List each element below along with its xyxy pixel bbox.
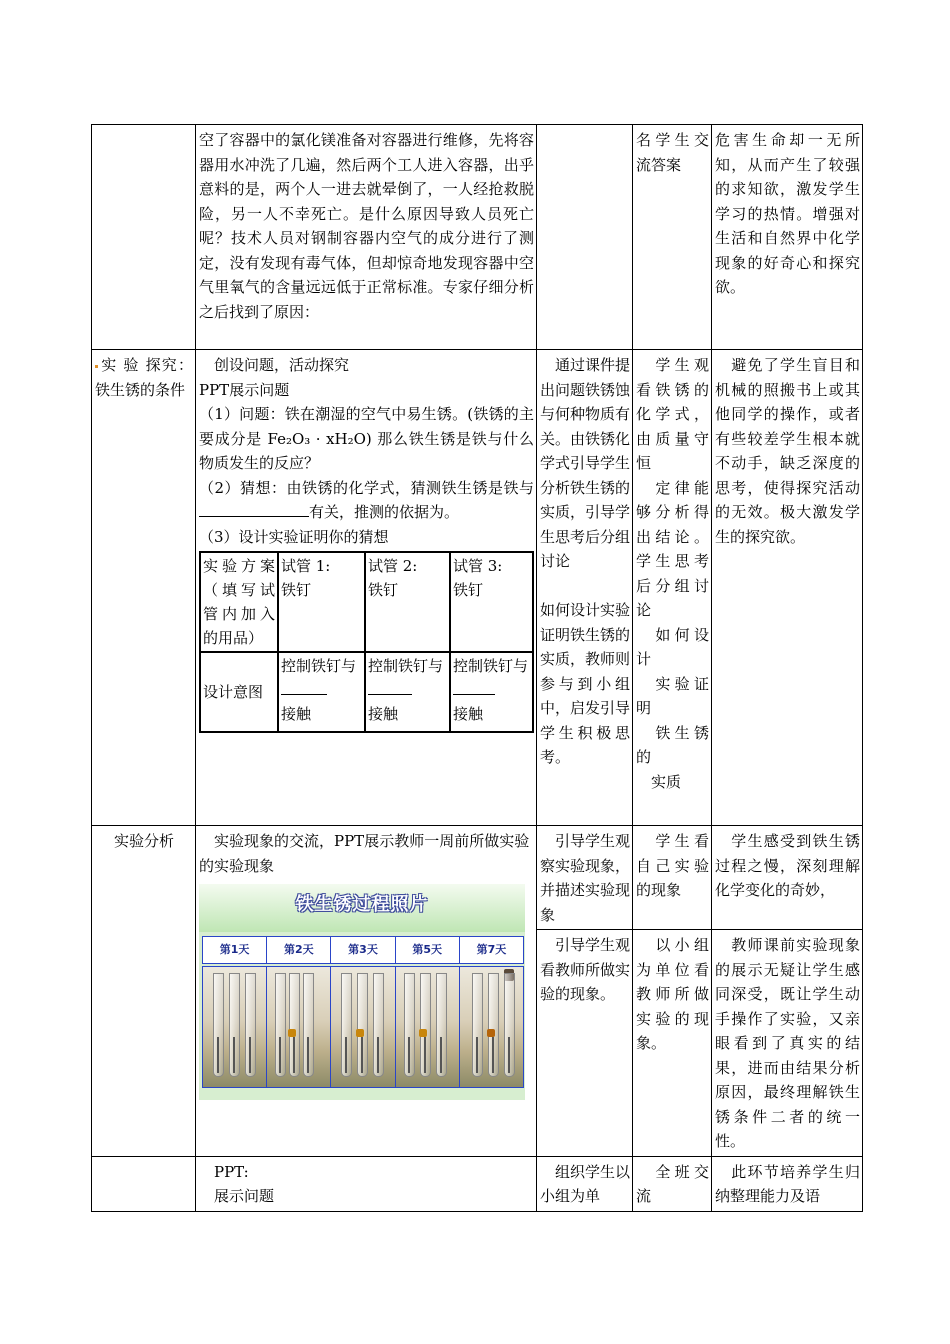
ppt-label: PPT展示问题 — [199, 380, 290, 399]
design-intent-cell: 学生感受到铁生锈过程之慢，深刻理解化学变化的奇妙， — [712, 826, 863, 930]
experiment-table — [199, 551, 534, 733]
plan-header-cell: 实验方案（填写试管内加入的用品） — [200, 552, 278, 652]
teacher-activity-cell — [537, 125, 633, 350]
intent-cell-3: 控制铁钉与 接触 — [450, 652, 533, 732]
day-labels — [202, 936, 524, 964]
test-tube-photo — [460, 967, 523, 1087]
answer-blank[interactable] — [453, 678, 495, 695]
test-tube-photo — [203, 967, 267, 1087]
table-row — [92, 1156, 863, 1211]
design-intent-cell: 教师课前实验现象的展示无疑让学生感同深受，既让学生动手操作了实验，又亲眼看到了真实的结果，进而由结果分析原因，最终理解铁生锈条件二者的统一性。 — [712, 930, 863, 1157]
student-activity-cell: 名学生交流答案 — [633, 125, 712, 350]
student-activity-cell: 以小组为单位看教师所做实验的现象。 — [633, 930, 712, 1157]
intent-cell-2: 控制铁钉与 接触 — [365, 652, 450, 732]
teacher-activity-cell: 引导学生观察实验现象，并描述实验现象 — [537, 826, 633, 930]
table-row — [92, 125, 863, 350]
design-intent-cell: 避免了学生盲目和机械的照搬书上或其他同学的操作，或者有些较差学生根本就不动手，缺乏深度的思考，使得探究活动的无效。极大激发学生的探究欲。 — [712, 350, 863, 826]
teacher-activity-cell: 通过课件提出问题铁锈蚀与何种物质有关。由铁锈化学式引导学生分析铁生锈的实质，引导学生思考后分组讨论 如何设计实验证明铁生锈的实质，教师则参与到小组中，启发引导学生积极思考。 — [537, 350, 633, 826]
test-tube-photo — [331, 967, 395, 1087]
day-label: 第1天 — [203, 937, 267, 963]
content-cell — [196, 350, 537, 826]
design-intent-cell: 危害生命却一无所知，从而产生了较强的求知欲，激发学生学习的热情。增强对生活和自然界中化学现象的好奇心和探究欲。 — [712, 125, 863, 350]
question-text: （1）问题：铁在潮湿的空气中易生锈。(铁锈的主要成分是 Fe₂O₃ · xH₂O) 那么铁生锈是铁与什么物质发生的反应？ — [199, 405, 534, 472]
table-row — [92, 826, 863, 930]
stage-cell — [92, 125, 196, 350]
teacher-activity-cell: 引导学生观看教师所做实验的现象。 — [537, 930, 633, 1157]
slide-banner — [199, 884, 525, 932]
rusting-photo-slide — [199, 884, 525, 1100]
student-activity-cell: 学生观看铁锈的化学式，由质量守恒 定律能够分析得出结论。学生思考后分组讨论 如何设计 实验证明 铁生锈的 实质 — [633, 350, 712, 826]
tube-2-cell: 试管 2: 铁钉 — [365, 552, 450, 652]
stage-cell: 实验分析 — [92, 826, 196, 1157]
answer-blank[interactable] — [368, 678, 412, 695]
day-label: 第2天 — [267, 937, 331, 963]
section-heading: 创设问题，活动探究 — [199, 356, 350, 374]
answer-blank[interactable] — [199, 500, 309, 517]
stage-cell — [92, 1156, 196, 1211]
stage-cell: 实 验 探究：铁生锈的条件 — [92, 350, 196, 826]
design-prompt: （3）设计实验证明你的猜想 — [199, 527, 389, 546]
phenomenon-text: 实验现象的交流，PPT展示教师一周前所做实验的实验现象 — [199, 832, 530, 875]
slide-title: 铁生锈过程照片 — [295, 894, 429, 915]
day-label: 第3天 — [331, 937, 395, 963]
intent-header-cell: 设计意图 — [200, 652, 278, 732]
content-cell: 空了容器中的氯化镁准备对容器进行维修，先将容器用水冲洗了几遍，然后两个工人进入容器，出乎意料的是，两个人一进去就晕倒了，一人经抢救脱险，另一人不幸死亡。是什么原因导致人员死亡呢？技术人员对钢制容器内空气的成分进行了测定，没有发现有毒气体，但却惊奇地发现容器中空气里氧气的含量远远低于正常标准。专家仔细分析之后找到了原因： — [196, 125, 537, 350]
table-row — [92, 350, 863, 826]
tube-3-cell: 试管 3: 铁钉 — [450, 552, 533, 652]
answer-blank[interactable] — [281, 678, 327, 695]
content-cell: PPT: 展示问题 — [196, 1156, 537, 1211]
design-intent-cell: 此环节培养学生归纳整理能力及语 — [712, 1156, 863, 1211]
test-tube-photo — [396, 967, 460, 1087]
student-activity-cell: 学生看自己实验的现象 — [633, 826, 712, 930]
teacher-activity-cell: 组织学生以小组为单 — [537, 1156, 633, 1211]
content-cell — [196, 826, 537, 1157]
tube-1-cell: 试管 1: 铁钉 — [278, 552, 365, 652]
test-tube-photo — [267, 967, 331, 1087]
day-label: 第5天 — [396, 937, 460, 963]
intent-cell-1: 控制铁钉与 接触 — [278, 652, 365, 732]
guess-text: （2）猜想：由铁锈的化学式，猜测铁生锈是铁与有关，推测的依据为。 — [199, 478, 534, 521]
day-label: 第7天 — [476, 943, 507, 956]
student-activity-cell: 全班交流 — [633, 1156, 712, 1211]
lesson-plan-table — [91, 124, 863, 1212]
marker-dot — [95, 365, 98, 368]
test-tube-photos — [202, 966, 524, 1088]
